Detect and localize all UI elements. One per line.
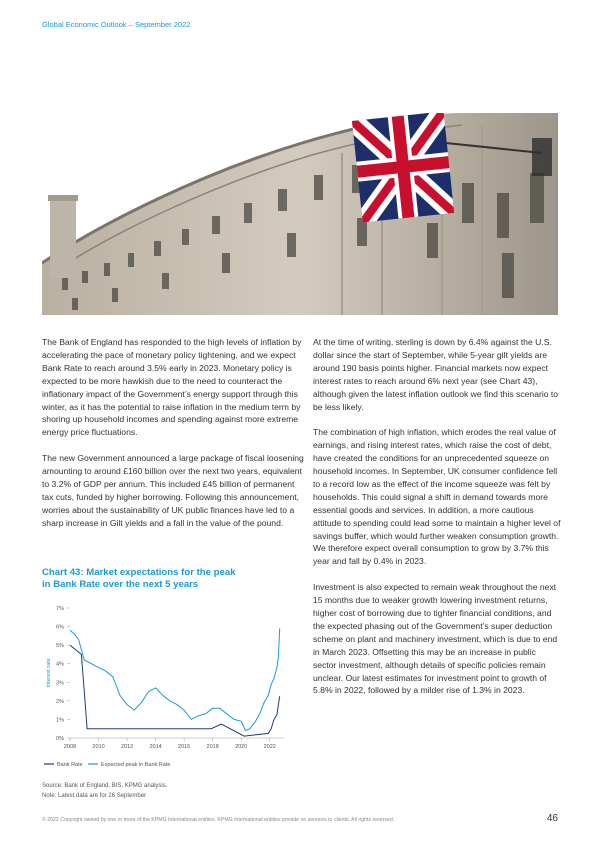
- source-text: Source: Bank of England, BIS, KPMG analysis.: [42, 783, 168, 789]
- series-line-bank-rate: [70, 645, 280, 736]
- right-text-column: [313, 336, 561, 710]
- x-tick-label: 2010: [92, 744, 105, 750]
- y-tick-label: 6%: [56, 624, 64, 631]
- x-tick-label: 2018: [206, 744, 219, 750]
- paragraph: The combination of high inflation, which erodes the real value of earnings, and rising interest rates, which raise the cost of debt, have created the conditions for an unprecedented squeeze on household incomes. In September, UK consumer confidence fell to a record low as the effect of the income squeeze was felt by households. This could signal a shift in demand towards more essential goods and services. In addition, a more cautious attitude to spending could lead some to maintain a higher level of savings buffer, which would further weaken consumption growth. We therefore expect overall consumption to grow by 3.7% this year and fall by 0.4% in 2023.: [313, 427, 561, 567]
- y-tick-label: 4%: [56, 661, 64, 668]
- x-tick-label: 2020: [235, 744, 248, 750]
- x-tick-label: 2012: [120, 744, 134, 750]
- x-tick-label: 2022: [263, 744, 276, 750]
- paragraph: At the time of writing, sterling is down by 6.4% against the U.S. dollar since the start of September, while 5-year gilt yields are around 190 basis points higher. Financial markets now expect interest rates to reach around 6% next year (see Chart 43), although given the latest inflation outlook we find this scenario to be less likely.: [313, 337, 559, 412]
- y-tick-label: 3%: [56, 680, 64, 687]
- chart-title: [42, 567, 302, 591]
- y-tick-label: 7%: [56, 606, 64, 612]
- chart-source: [42, 781, 167, 801]
- y-tick-label: 2%: [56, 698, 64, 705]
- paragraph: The Bank of England has responded to the high levels of inflation by accelerating the pace of monetary policy tightening, and we expect Bank Rate to reach around 3.5% early in 2023. Monetary policy is expected to be more hawkish due to the need to counteract the inflationary impact of the Government’s energy support through this winter, as it has the potential to raise inflation in the medium term by shoring up household incomes and spending against more extreme energy price fluctuations.: [42, 337, 302, 438]
- regent-street-photo: [42, 113, 558, 315]
- bank-rate-chart: [42, 598, 292, 773]
- document-header: Global Economic Outlook – September 2022: [42, 20, 191, 29]
- left-text-column: [42, 336, 304, 542]
- paragraph: Investment is also expected to remain weak throughout the next 15 months due to weaker growth lowering investment returns, higher cost of borrowing due to tighter financial conditions, and the expected phasing out of the Government’s super deduction scheme on plant and machinery investment, which is due to end in March 2023. Offsetting this may be an increase in public sector investment, although details of specific policies remain unclear. Our latest estimates for investment point to growth of 5.8% in 2022, followed by a milder rise of 1.3% in 2023.: [313, 582, 558, 696]
- x-tick-label: 2014: [149, 744, 162, 750]
- note-text: Note: Latest data are for 26 September: [42, 793, 147, 799]
- paragraph: The new Government announced a large package of fiscal loosening amounting to around £160 billion over the next two years, equivalent to 3.2% of GDP per annum. This included £45 billion of permanent tax cuts, funded by higher borrowing. Following this announcement, worries about the sustainability of UK public finances have led to a sharp increase in Gilt yields and a fall in the value of the pound.: [42, 453, 304, 528]
- copyright-footer: © 2022 Copyright owned by one or more of the KPMG International entities. KPMG International entities provide no services to clients. All rights reserved.: [42, 817, 395, 823]
- series-line-expected-peak: [70, 628, 280, 730]
- legend-label: Bank Rate: [57, 762, 83, 768]
- chart-title-line: in Bank Rate over the next 5 years: [42, 579, 199, 590]
- page-number: 46: [546, 813, 558, 824]
- x-tick-label: 2016: [178, 744, 191, 750]
- chart-title-line: Chart 43: Market expectations for the peak: [42, 567, 236, 578]
- x-tick-label: 2008: [63, 744, 77, 750]
- y-tick-label: 1%: [56, 717, 64, 724]
- y-tick-label: 5%: [56, 643, 64, 650]
- legend-label: Expected peak in Bank Rate: [101, 762, 171, 768]
- y-tick-label: 0%: [56, 736, 64, 742]
- y-axis-label: Interest rate: [46, 658, 52, 688]
